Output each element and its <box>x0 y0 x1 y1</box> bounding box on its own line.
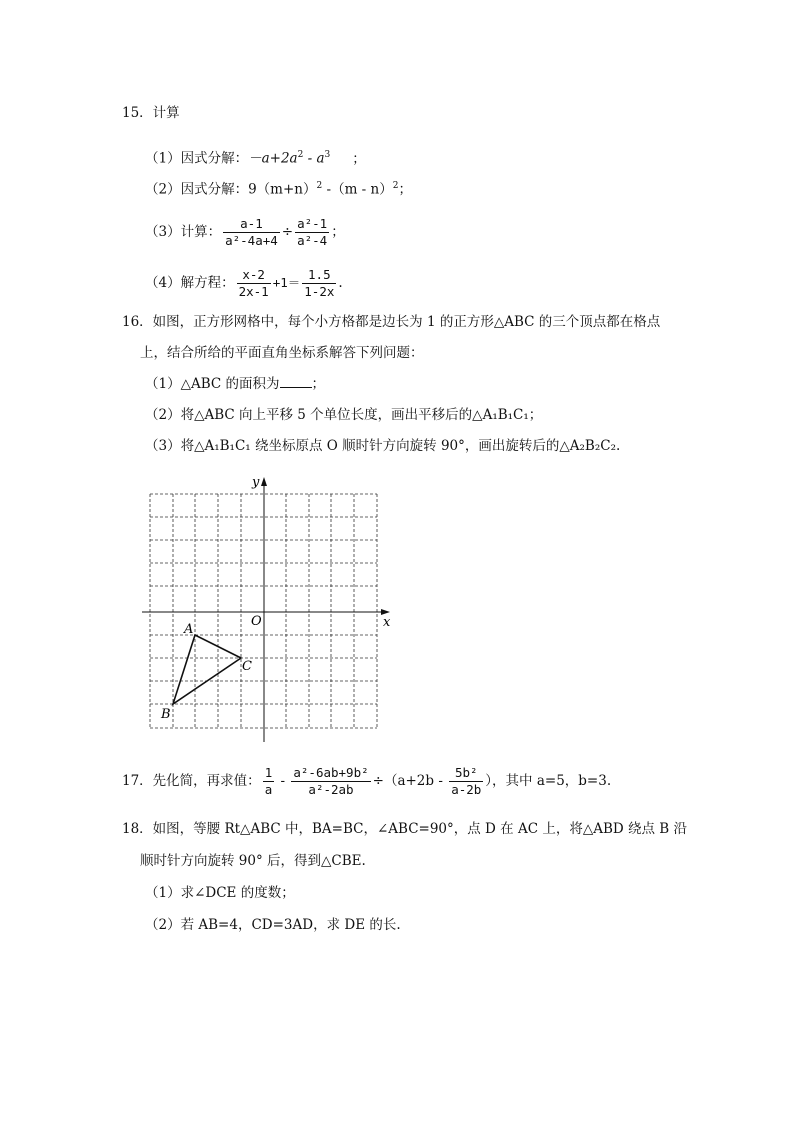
q15-part3-fraction2 <box>295 216 329 249</box>
q16-line1: 16．如图，正方形网格中，每个小方格都是边长为 1 的正方形△ABC 的三个顶点都在格点 <box>122 314 661 330</box>
q15-part4-prefix: （4）解方程： <box>145 275 235 291</box>
y-axis-arrow-icon <box>261 477 267 486</box>
vertex-a-label: A <box>184 622 194 637</box>
origin-label: O <box>251 614 262 629</box>
q18-part1: （1）求∠DCE 的度数； <box>145 885 295 901</box>
q17-f3-den: a-2b <box>451 782 482 797</box>
q16-part3: （3）将△A₁B₁C₁ 绕坐标原点 O 顺时针方向旋转 90°，画出旋转后的△A₂B₂C₂. <box>145 438 621 454</box>
q15-part2-exp2: 2 <box>392 181 399 191</box>
q15-part1-exp2: 3 <box>324 150 331 160</box>
q17-tail: ），其中 a=5，b=3. <box>485 773 612 789</box>
q17-f2-den: a²-2ab <box>291 781 370 798</box>
q15-part2-prefix: （2）因式分解： <box>145 181 249 198</box>
q18-line1: 18．如图，等腰 Rt△ABC 中，BA=BC，∠ABC=90°，点 D 在 AC 上，将△ABD 绕点 B 沿 <box>122 821 688 837</box>
q17-f1-den: a <box>264 782 273 797</box>
q15-part3-f2-den: a²-4 <box>297 233 328 248</box>
x-axis-label: x <box>383 615 391 630</box>
q17-minus: - <box>276 773 290 789</box>
q17-fraction3 <box>449 765 483 798</box>
q15-part4-f2-den: 1-2x <box>304 284 335 299</box>
q16-part1-end: ； <box>311 376 326 392</box>
y-axis-label: y <box>252 475 260 490</box>
triangle-abc <box>173 635 241 704</box>
q17-f3-num: 5b² <box>454 765 478 780</box>
q16-part2: （2）将△ABC 向上平移 5 个单位长度，画出平移后的△A₁B₁C₁； <box>145 407 543 423</box>
q17-f2-num: a²-6ab+9b² <box>293 765 369 780</box>
q17-fraction2 <box>291 765 370 798</box>
vertex-c-label: C <box>242 659 252 674</box>
q15-part4-fraction2 <box>302 267 336 300</box>
axes <box>142 482 384 742</box>
q15-part3-f1-den: a²-4a+4 <box>225 233 278 248</box>
q15-part3-f1-num: a-1 <box>240 216 263 231</box>
q15-part1-expr-a: －a+2a <box>248 150 298 167</box>
q17 <box>122 761 611 801</box>
q15-part4-f1-num: x-2 <box>242 267 265 282</box>
q15-part2-end: ； <box>398 181 412 198</box>
q15-part1-prefix: （1）因式分解： <box>145 150 249 167</box>
q16-line2: 上，结合所给的平面直角坐标系解答下列问题： <box>140 345 424 361</box>
q18-line2: 顺时针方向旋转 90° 后，得到△CBE. <box>140 853 366 869</box>
q15-part3 <box>145 212 345 252</box>
q15-part4 <box>145 263 343 303</box>
q15-part1-expr-b: - a <box>303 150 325 167</box>
q15-part4-fraction1 <box>237 267 271 300</box>
q16-part1 <box>145 375 325 393</box>
answer-blank <box>280 375 312 388</box>
q15-part2-exp1: 2 <box>316 181 323 191</box>
q15-part2-expr-a: 9（m+n） <box>248 181 317 198</box>
vertex-b-label: B <box>161 707 171 722</box>
q17-f1-num: 1 <box>264 765 273 780</box>
q15-title: 15．计算 <box>122 105 180 121</box>
q15-part3-end: ； <box>331 224 345 240</box>
q15-part2 <box>145 177 412 199</box>
q15-part3-fraction1 <box>223 216 280 249</box>
q18-part2: （2）若 AB=4，CD=3AD，求 DE 的长. <box>145 917 401 933</box>
coordinate-grid-figure <box>138 474 398 746</box>
q15-part4-f1-den: 2x-1 <box>238 284 269 299</box>
q17-fraction1 <box>263 765 275 798</box>
q15-part4-end: . <box>338 275 343 291</box>
q16-part1-prefix: （1）△ABC 的面积为 <box>145 376 280 392</box>
q17-prefix: 17．先化简，再求值： <box>122 773 261 789</box>
q15-part4-mid: +1＝ <box>272 275 301 290</box>
q15-part3-f2-num: a²-1 <box>297 216 328 231</box>
q15-part1-exp1: 2 <box>297 150 304 160</box>
q15-part1 <box>145 146 366 168</box>
q15-part3-op: ÷ <box>281 224 294 240</box>
q15-part1-end: ； <box>352 150 366 167</box>
q17-op: ÷（a+2b - <box>372 773 448 789</box>
q15-part4-f2-num: 1.5 <box>308 267 331 282</box>
q15-part3-prefix: （3）计算： <box>145 224 222 240</box>
q15-part2-expr-b: -（m - n） <box>322 181 393 198</box>
